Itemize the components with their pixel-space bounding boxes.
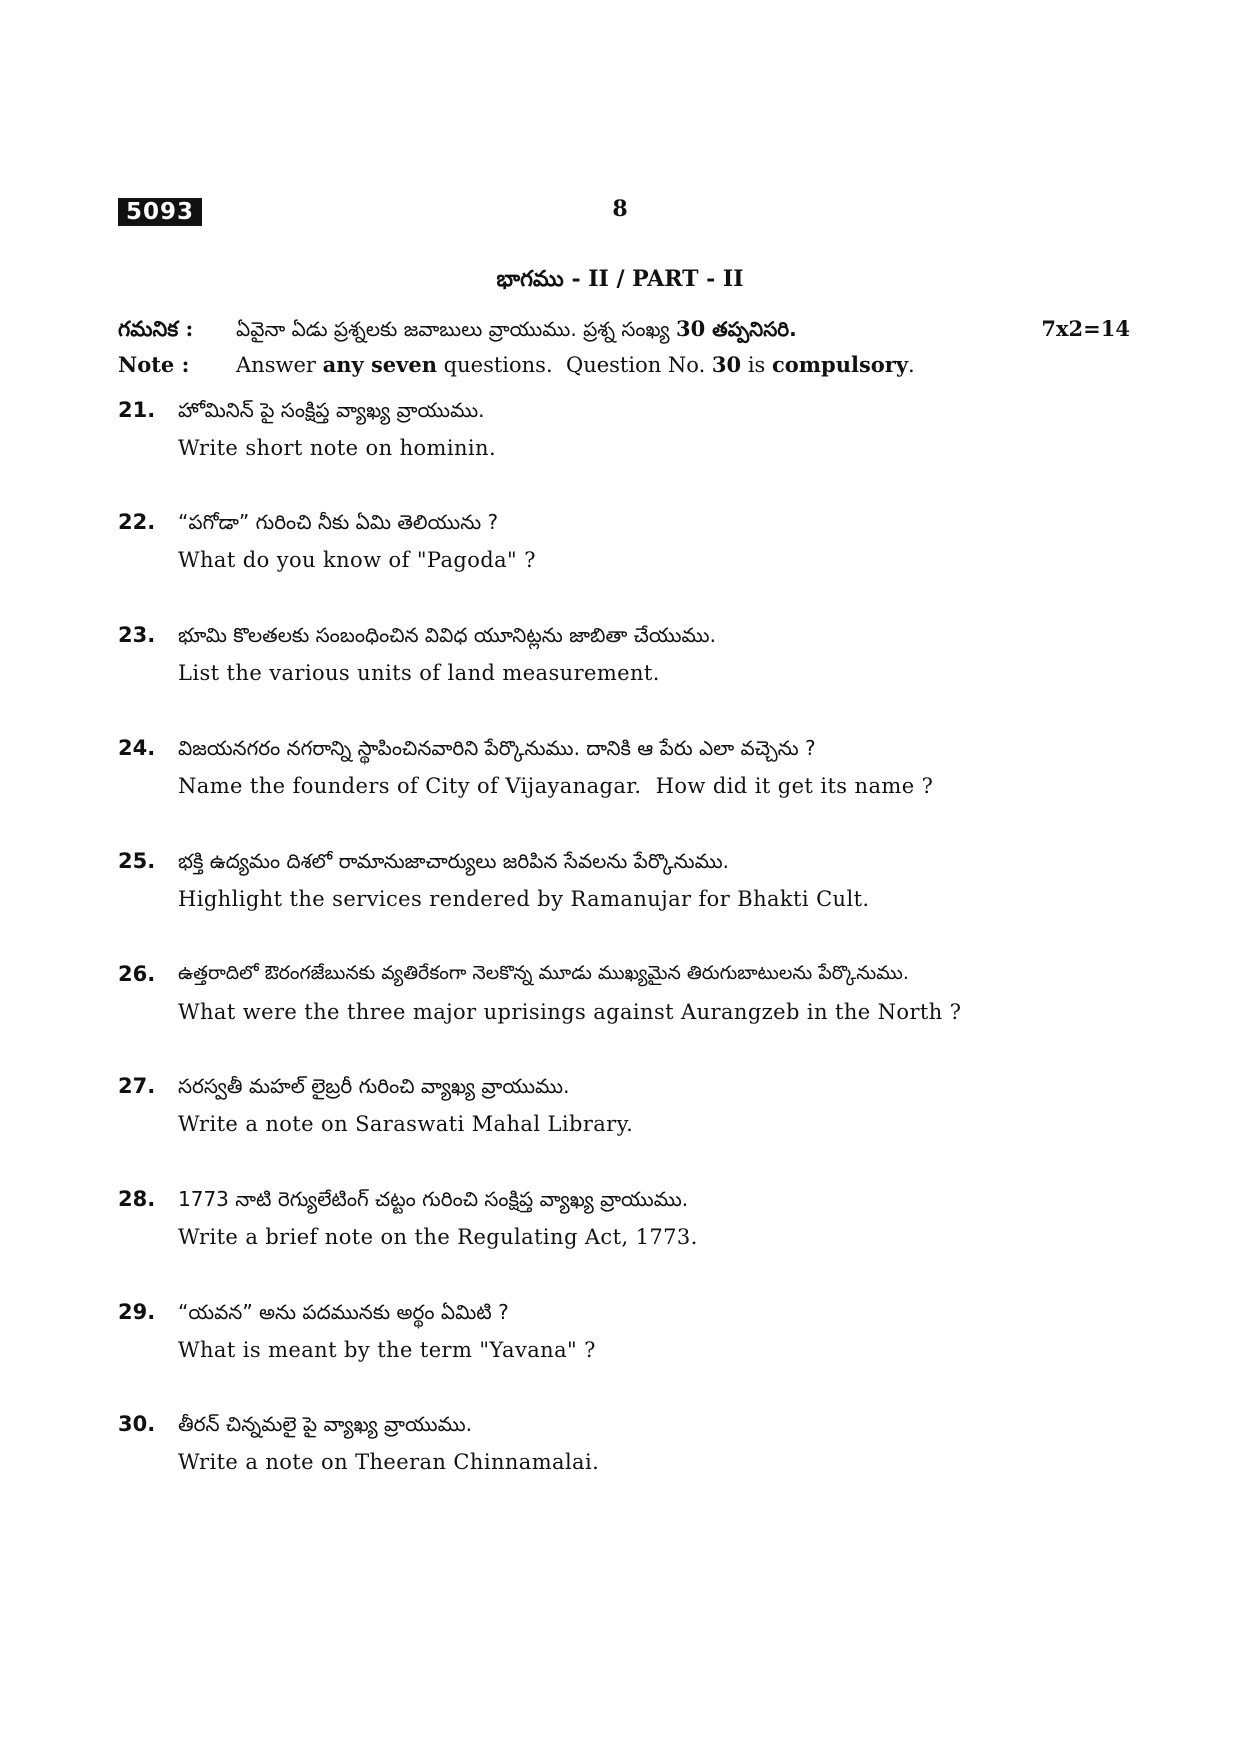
- instruction-english-label: Note :: [118, 352, 190, 377]
- question-number: 29.: [118, 1300, 156, 1324]
- instruction-telugu-text-2: తప్పనిసరి.: [705, 317, 797, 341]
- question-telugu-text: ఉత్తరాదిలో ఔరంగజేబునకు వ్యతిరేకంగా నెలకొన్న మూడు ముఖ్యమైన తిరుగుబాటులను పేర్కొనుము.: [178, 962, 909, 984]
- question-number: 26.: [118, 962, 156, 986]
- question-telugu-text: “పగోడా” గురించి నీకు ఏమి తెలియును ?: [178, 510, 499, 534]
- instruction-telugu-text-1: ఏవైనా ఏడు ప్రశ్నలకు జవాబులు వ్రాయుము. ప్రశ్న సంఖ్య: [236, 317, 676, 341]
- instruction-telugu-label: గమనిక :: [118, 316, 194, 341]
- question-number: 30.: [118, 1412, 156, 1436]
- part-heading: భాగము - II / PART - II: [496, 266, 744, 292]
- paper-code-badge: 5093: [118, 198, 202, 226]
- marks-allocation: 7x2=14: [1041, 316, 1130, 341]
- question-number: 22.: [118, 510, 156, 534]
- question-number: 25.: [118, 849, 156, 873]
- question-english-text: What is meant by the term "Yavana" ?: [178, 1338, 596, 1362]
- question-english-text: Write a note on Saraswati Mahal Library.: [178, 1112, 634, 1136]
- question-telugu-text: సరస్వతీ మహల్ లైబ్రరీ గురించి వ్యాఖ్య వ్రాయుము.: [178, 1074, 570, 1098]
- instruction-english-text-4: .: [908, 353, 915, 377]
- question-number: 24.: [118, 736, 156, 760]
- question-english-text: What were the three major uprisings against Aurangzeb in the North ?: [178, 1000, 962, 1024]
- question-telugu-text: “యవన” అను పదమునకు అర్థం ఏమిటి ?: [178, 1300, 509, 1324]
- instruction-english-text-2: questions. Question No.: [437, 353, 712, 377]
- question-telugu-text: 1773 నాటి రెగ్యులేటింగ్ చట్టం గురించి సంక్షిప్త వ్యాఖ్య వ్రాయుము.: [178, 1187, 689, 1211]
- question-english-text: Write a note on Theeran Chinnamalai.: [178, 1450, 600, 1474]
- question-telugu-text: విజయనగరం నగరాన్ని స్థాపించినవారిని పేర్కొనుము. దానికి ఆ పేరు ఎలా వచ్చెను ?: [178, 736, 816, 760]
- instruction-english: [118, 352, 1130, 377]
- question-number: 21.: [118, 398, 156, 422]
- instruction-english-bold-2: 30: [711, 352, 742, 377]
- question-telugu-text: భక్తి ఉద్యమం దిశలో రామానుజాచార్యులు జరిపిన సేవలను పేర్కొనుము.: [178, 849, 730, 873]
- question-telugu-text: తీరన్ చిన్నమలై పై వ్యాఖ్య వ్రాయుము.: [178, 1412, 473, 1436]
- question-telugu-text: భూమి కొలతలకు సంబంధించిన వివిధ యూనిట్లను జాబితా చేయుము.: [178, 623, 716, 647]
- question-number: 27.: [118, 1074, 156, 1098]
- question-english-text: Write short note on hominin.: [178, 436, 497, 460]
- question-english-text: Highlight the services rendered by Ramanujar for Bhakti Cult.: [178, 887, 870, 911]
- question-number: 28.: [118, 1187, 156, 1211]
- question-telugu-text: హోమినిన్ పై సంక్షిప్త వ్యాఖ్య వ్రాయుము.: [178, 398, 485, 422]
- page-number: 8: [612, 196, 628, 222]
- instruction-english-bold-3: compulsory: [772, 352, 909, 377]
- instruction-english-text-1: Answer: [236, 353, 323, 377]
- question-english-text: List the various units of land measurement.: [178, 661, 660, 685]
- question-english-text: What do you know of "Pagoda" ?: [178, 548, 536, 572]
- instruction-english-bold-1: any seven: [322, 352, 437, 377]
- instruction-english-text-3: is: [741, 353, 772, 377]
- instruction-telugu: [118, 316, 1130, 347]
- instruction-telugu-number: 30: [675, 316, 706, 341]
- question-english-text: Write a brief note on the Regulating Act, 1773.: [178, 1225, 698, 1249]
- question-number: 23.: [118, 623, 156, 647]
- question-english-text: Name the founders of City of Vijayanagar. How did it get its name ?: [178, 774, 934, 798]
